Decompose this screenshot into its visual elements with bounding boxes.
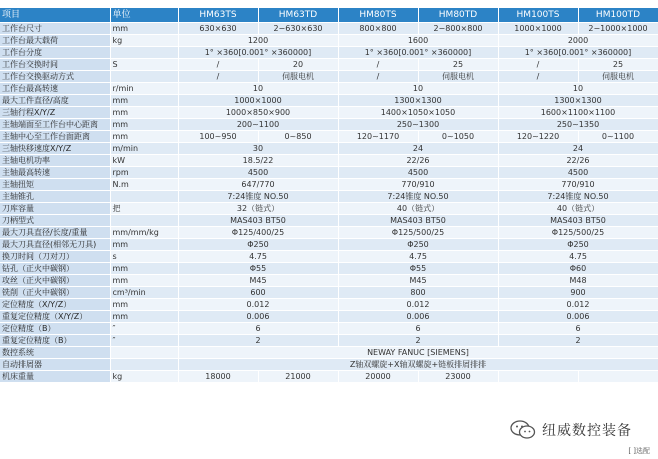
- header-model: HM100TD: [578, 8, 658, 23]
- table-row: [0, 107, 658, 119]
- value-cell: 2: [178, 335, 338, 347]
- value-cell: 4.75: [338, 251, 498, 263]
- row-unit: mm/mm/kg: [110, 227, 178, 239]
- value-cell: 0.012: [498, 299, 658, 311]
- value-cell: /: [338, 71, 418, 83]
- table-row: [0, 155, 658, 167]
- value-cell: 25: [578, 59, 658, 71]
- row-unit: m/min: [110, 143, 178, 155]
- spec-table: [0, 8, 658, 383]
- value-cell: 4.75: [498, 251, 658, 263]
- row-label: 主轴最高转速: [0, 167, 110, 179]
- value-cell: 18.5/22: [178, 155, 338, 167]
- value-cell: 100~950: [178, 131, 258, 143]
- row-unit: rpm: [110, 167, 178, 179]
- value-cell: 30: [178, 143, 338, 155]
- value-cell: 18000: [178, 371, 258, 383]
- value-cell: 0~850: [258, 131, 338, 143]
- row-unit: [110, 359, 178, 371]
- optional-note: [ ]选配: [628, 447, 650, 455]
- value-cell: [498, 371, 578, 383]
- brand-name: 纽威数控装备: [542, 423, 632, 439]
- value-cell: Φ250: [498, 239, 658, 251]
- table-row: [0, 371, 658, 383]
- value-cell: 24: [498, 143, 658, 155]
- value-cell: 1600: [338, 35, 498, 47]
- value-cell: 0.012: [178, 299, 338, 311]
- table-row: [0, 95, 658, 107]
- value-cell: 647/770: [178, 179, 338, 191]
- table-row: [0, 203, 658, 215]
- watermark: [506, 419, 636, 441]
- value-cell: 2000: [498, 35, 658, 47]
- value-cell: 800: [338, 287, 498, 299]
- row-unit: mm: [110, 131, 178, 143]
- table-row: [0, 251, 658, 263]
- value-cell: 1000×1000: [178, 95, 338, 107]
- row-label: 重复定位精度（X/Y/Z）: [0, 311, 110, 323]
- table-row: [0, 299, 658, 311]
- value-cell: 伺服电机: [258, 71, 338, 83]
- row-unit: [110, 47, 178, 59]
- value-cell: 22/26: [338, 155, 498, 167]
- value-cell: Φ125/500/25: [498, 227, 658, 239]
- row-label: 刀柄型式: [0, 215, 110, 227]
- value-cell: 22/26: [498, 155, 658, 167]
- value-cell: 1° ×360[0.001° ×360000]: [178, 47, 338, 59]
- value-cell: 7:24锥度 NO.50: [178, 191, 338, 203]
- table-row: [0, 359, 658, 371]
- row-label: 定位精度（B）: [0, 323, 110, 335]
- row-label: 换刀时间（刀对刀）: [0, 251, 110, 263]
- value-cell: 1300×1300: [338, 95, 498, 107]
- header-model: HM63TD: [258, 8, 338, 23]
- header-model: HM100TS: [498, 8, 578, 23]
- table-row: [0, 215, 658, 227]
- table-row: [0, 71, 658, 83]
- table-row: [0, 347, 658, 359]
- table-row: [0, 275, 658, 287]
- value-cell: 900: [498, 287, 658, 299]
- table-row: [0, 83, 658, 95]
- value-cell: 630×630: [178, 23, 258, 35]
- value-cell: 10: [178, 83, 338, 95]
- value-cell: 10: [498, 83, 658, 95]
- row-unit: kW: [110, 155, 178, 167]
- row-label: 主轴扭矩: [0, 179, 110, 191]
- row-label: 工作台交换时间: [0, 59, 110, 71]
- value-cell: Φ125/500/25: [338, 227, 498, 239]
- value-cell: 770/910: [338, 179, 498, 191]
- table-row: [0, 167, 658, 179]
- value-cell: 0.006: [498, 311, 658, 323]
- value-cell: 4.75: [178, 251, 338, 263]
- value-cell: 0.006: [338, 311, 498, 323]
- value-cell: 1600×1100×1100: [498, 107, 658, 119]
- value-cell: M45: [338, 275, 498, 287]
- value-cell: M45: [178, 275, 338, 287]
- table-row: [0, 263, 658, 275]
- row-label: 最大工件直径/高度: [0, 95, 110, 107]
- value-cell: 1000×850×900: [178, 107, 338, 119]
- value-cell: 800×800: [338, 23, 418, 35]
- row-unit: r/min: [110, 83, 178, 95]
- value-cell: /: [338, 59, 418, 71]
- value-cell: 0~1050: [418, 131, 498, 143]
- row-label: 最大刀具直径(相邻无刀具): [0, 239, 110, 251]
- value-cell: 6: [338, 323, 498, 335]
- row-label: 钻孔（正火中碳钢）: [0, 263, 110, 275]
- row-label: 三轴行程X/Y/Z: [0, 107, 110, 119]
- value-cell: 1300×1300: [498, 95, 658, 107]
- value-cell: [578, 371, 658, 383]
- value-cell: 6: [498, 323, 658, 335]
- row-label: 铣削（正火中碳钢）: [0, 287, 110, 299]
- row-unit: mm: [110, 119, 178, 131]
- row-label: 主轴电机功率: [0, 155, 110, 167]
- row-unit: 把: [110, 203, 178, 215]
- wechat-icon: [510, 420, 536, 440]
- table-row: [0, 179, 658, 191]
- value-cell: 4500: [498, 167, 658, 179]
- value-cell: MAS403 BT50: [338, 215, 498, 227]
- value-cell: 0~1100: [578, 131, 658, 143]
- value-cell: 0.006: [178, 311, 338, 323]
- value-cell: 1000×1000: [498, 23, 578, 35]
- header-unit: 单位: [110, 8, 178, 23]
- table-row: [0, 239, 658, 251]
- row-unit: mm: [110, 311, 178, 323]
- table-row: [0, 227, 658, 239]
- value-cell: 40（链式）: [338, 203, 498, 215]
- table-row: [0, 47, 658, 59]
- row-label: 机床重量: [0, 371, 110, 383]
- value-cell: 1° ×360[0.001° ×360000]: [338, 47, 498, 59]
- value-cell: 2−630×630: [258, 23, 338, 35]
- value-cell: 20000: [338, 371, 418, 383]
- row-unit: ″: [110, 335, 178, 347]
- row-label: 重复定位精度（B）: [0, 335, 110, 347]
- row-label: 工作台最大载荷: [0, 35, 110, 47]
- row-unit: [110, 71, 178, 83]
- value-cell: 0.012: [338, 299, 498, 311]
- value-cell: /: [178, 71, 258, 83]
- table-row: [0, 23, 658, 35]
- table-row: [0, 323, 658, 335]
- value-cell: 200~1100: [178, 119, 338, 131]
- table-header-row: [0, 8, 658, 23]
- value-cell: 1° ×360[0.001° ×360000]: [498, 47, 658, 59]
- table-row: [0, 131, 658, 143]
- value-cell: Φ55: [338, 263, 498, 275]
- row-unit: mm: [110, 239, 178, 251]
- value-cell: Φ125/400/25: [178, 227, 338, 239]
- value-cell: /: [498, 71, 578, 83]
- value-cell: M48: [498, 275, 658, 287]
- row-unit: s: [110, 251, 178, 263]
- table-row: [0, 119, 658, 131]
- value-cell: Φ60: [498, 263, 658, 275]
- value-cell: /: [498, 59, 578, 71]
- row-label: 工作台尺寸: [0, 23, 110, 35]
- row-unit: ″: [110, 323, 178, 335]
- header-model: HM63TS: [178, 8, 258, 23]
- value-cell: 6: [178, 323, 338, 335]
- value-cell: 770/910: [498, 179, 658, 191]
- value-cell: 1400×1050×1050: [338, 107, 498, 119]
- header-model: HM80TD: [418, 8, 498, 23]
- value-cell: 23000: [418, 371, 498, 383]
- row-label: 工作台最高转速: [0, 83, 110, 95]
- value-cell: 伺服电机: [418, 71, 498, 83]
- value-cell: Φ55: [178, 263, 338, 275]
- row-unit: mm: [110, 107, 178, 119]
- value-cell: 24: [338, 143, 498, 155]
- row-label: 工作台分度: [0, 47, 110, 59]
- value-cell: 4500: [338, 167, 498, 179]
- value-cell: Z轴双螺旋+X轴双螺旋+链板排屑排排: [178, 359, 658, 371]
- value-cell: 32（链式）: [178, 203, 338, 215]
- row-unit: cm³/min: [110, 287, 178, 299]
- value-cell: Φ250: [338, 239, 498, 251]
- value-cell: 4500: [178, 167, 338, 179]
- value-cell: NEWAY FANUC [SIEMENS]: [178, 347, 658, 359]
- value-cell: 伺服电机: [578, 71, 658, 83]
- table-row: [0, 35, 658, 47]
- header-model: HM80TS: [338, 8, 418, 23]
- row-unit: [110, 347, 178, 359]
- value-cell: 21000: [258, 371, 338, 383]
- table-row: [0, 311, 658, 323]
- row-unit: mm: [110, 275, 178, 287]
- row-unit: [110, 191, 178, 203]
- row-unit: mm: [110, 23, 178, 35]
- header-item: 项目: [0, 8, 110, 23]
- table-row: [0, 287, 658, 299]
- row-label: 定位精度（X/Y/Z）: [0, 299, 110, 311]
- value-cell: 20: [258, 59, 338, 71]
- row-label: 主轴中心至工作台面距离: [0, 131, 110, 143]
- value-cell: 120~1220: [498, 131, 578, 143]
- value-cell: /: [178, 59, 258, 71]
- row-label: 刀库容量: [0, 203, 110, 215]
- row-label: 数控系统: [0, 347, 110, 359]
- row-label: 攻丝（正火中碳钢）: [0, 275, 110, 287]
- row-unit: S: [110, 59, 178, 71]
- row-unit: N.m: [110, 179, 178, 191]
- row-label: 最大刀具直径/长度/重量: [0, 227, 110, 239]
- value-cell: 10: [338, 83, 498, 95]
- row-unit: mm: [110, 299, 178, 311]
- row-unit: mm: [110, 263, 178, 275]
- row-label: 自动排屑器: [0, 359, 110, 371]
- value-cell: 2−1000×1000: [578, 23, 658, 35]
- value-cell: 2: [338, 335, 498, 347]
- value-cell: 600: [178, 287, 338, 299]
- table-row: [0, 59, 658, 71]
- row-label: 主轴端面至工作台中心距离: [0, 119, 110, 131]
- value-cell: 1200: [178, 35, 338, 47]
- row-label: 主轴锥孔: [0, 191, 110, 203]
- value-cell: 7:24锥度 NO.50: [338, 191, 498, 203]
- value-cell: 250~1300: [338, 119, 498, 131]
- row-unit: mm: [110, 95, 178, 107]
- row-label: 工作台交换驱动方式: [0, 71, 110, 83]
- value-cell: MAS403 BT50: [498, 215, 658, 227]
- row-unit: kg: [110, 371, 178, 383]
- value-cell: 7:24锥度 NO.50: [498, 191, 658, 203]
- value-cell: 250~1350: [498, 119, 658, 131]
- value-cell: 2−800×800: [418, 23, 498, 35]
- value-cell: 2: [498, 335, 658, 347]
- row-label: 三轴快移速度X/Y/Z: [0, 143, 110, 155]
- value-cell: 120~1170: [338, 131, 418, 143]
- value-cell: Φ250: [178, 239, 338, 251]
- table-row: [0, 191, 658, 203]
- value-cell: MAS403 BT50: [178, 215, 338, 227]
- value-cell: 40（链式）: [498, 203, 658, 215]
- value-cell: 25: [418, 59, 498, 71]
- row-unit: kg: [110, 35, 178, 47]
- table-row: [0, 143, 658, 155]
- row-unit: [110, 215, 178, 227]
- table-row: [0, 335, 658, 347]
